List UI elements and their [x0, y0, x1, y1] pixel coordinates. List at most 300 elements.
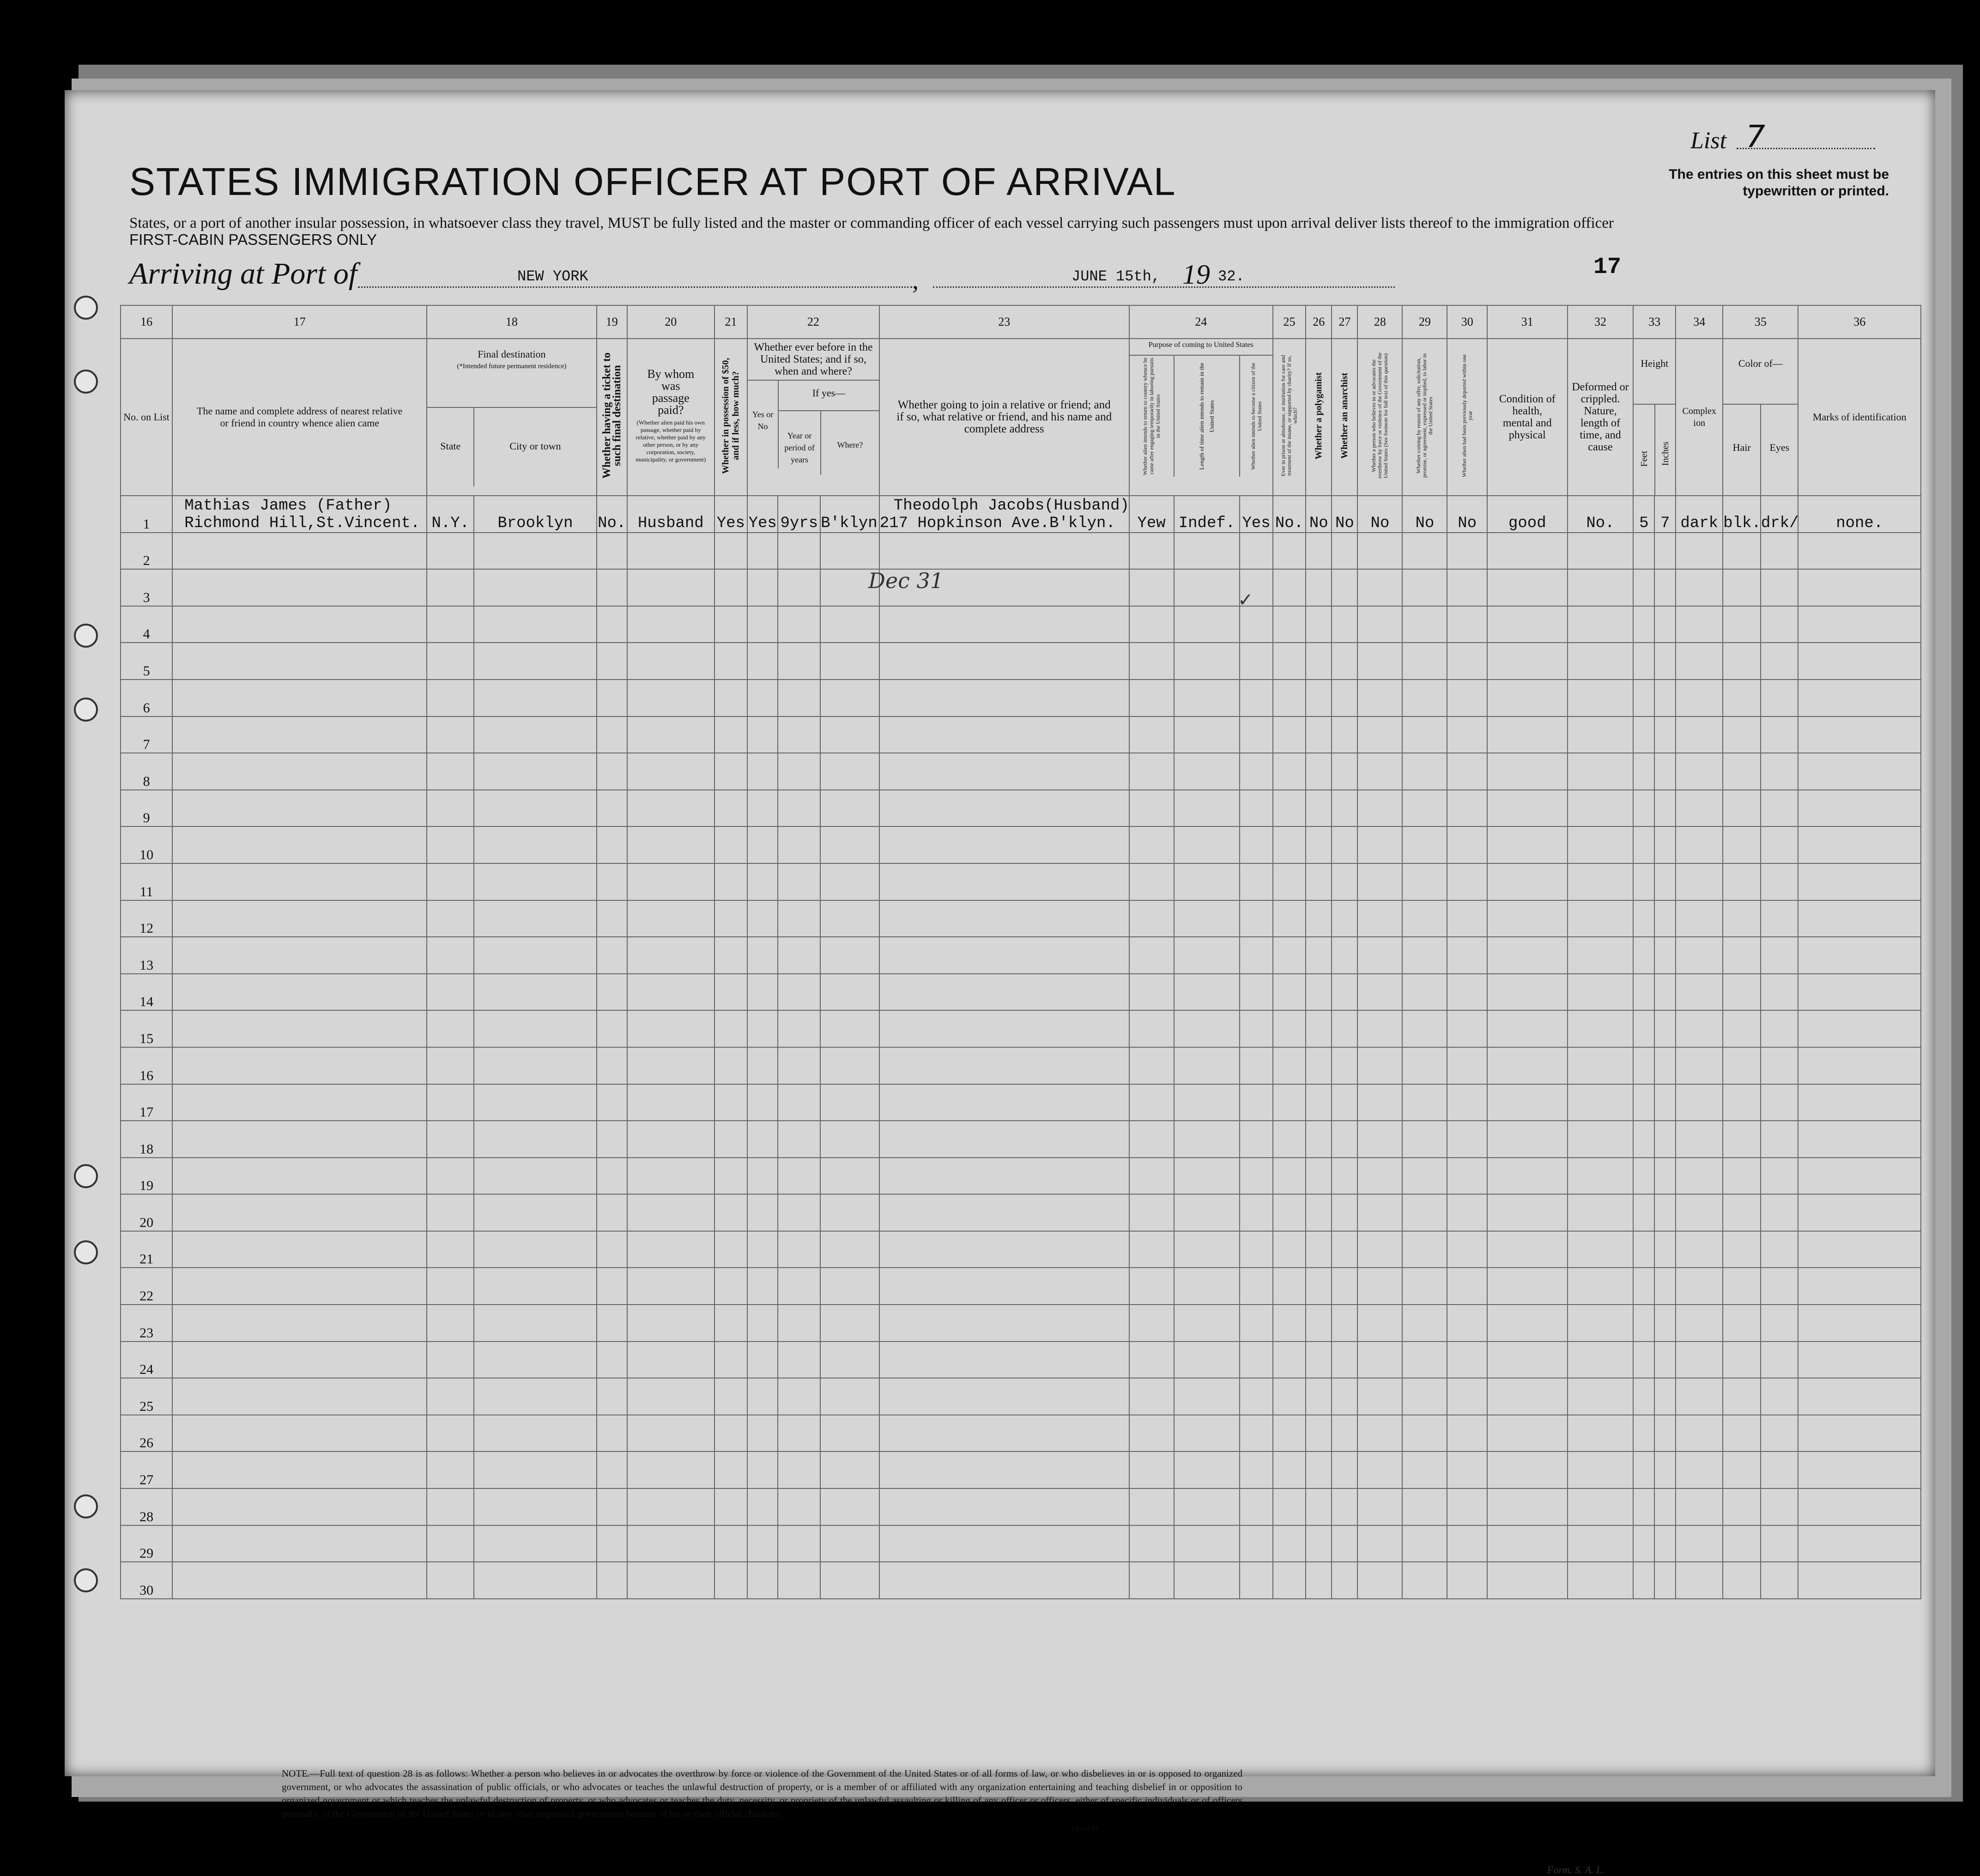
cell-possession: Yes [714, 496, 747, 533]
table-row [121, 826, 1921, 863]
cell-where [820, 900, 879, 937]
cell-relative [172, 1231, 427, 1268]
purpose-return-label: Whether alien intends to return to country whence he came after engaging temporarily in laboring pursuits in the United States [1142, 357, 1162, 475]
cell-hair-eyes [1723, 790, 1761, 827]
cell-ticket [597, 900, 627, 937]
cell-anarchist [1332, 1378, 1357, 1415]
cell-where [820, 1047, 879, 1084]
cell-state [427, 716, 474, 753]
row-number: 23 [121, 1305, 172, 1342]
cell-years [778, 974, 820, 1011]
cell-before-yes [747, 974, 778, 1011]
cell-passage-paid [627, 716, 714, 753]
cell-join [879, 1342, 1129, 1378]
cell-ticket [597, 1488, 627, 1525]
cell-city [474, 1194, 596, 1231]
cell-join [879, 716, 1129, 753]
cell-deformed [1568, 1231, 1634, 1268]
cell-complexion [1676, 680, 1723, 716]
cell-q30 [1447, 1194, 1487, 1231]
header-before-in-us [747, 339, 879, 496]
list-number: 7 [1746, 119, 1765, 154]
cell-passage-paid [627, 680, 714, 716]
cell-where [820, 1158, 879, 1195]
cell-polygamist [1306, 1121, 1332, 1158]
cell-eyes [1761, 1084, 1798, 1121]
cell-return: Yew [1129, 496, 1174, 533]
header-anarchist [1332, 339, 1357, 496]
header-final-destination [427, 339, 596, 496]
cell-relative [172, 900, 427, 937]
cell-q29 [1402, 1562, 1447, 1599]
cell-return [1129, 1010, 1174, 1047]
col-num: 30 [1447, 305, 1487, 339]
cell-eyes [1761, 569, 1798, 606]
header-no-on-list: No. on List [121, 339, 172, 496]
cell-polygamist [1306, 1525, 1332, 1562]
cell-before-yes [747, 826, 778, 863]
cell-q29 [1402, 606, 1447, 643]
cell-passage-paid [627, 1047, 714, 1084]
cell-citizen [1240, 1194, 1272, 1231]
cell-q30 [1447, 974, 1487, 1011]
cell-health [1487, 1451, 1567, 1488]
cell-q29 [1402, 1378, 1447, 1415]
cell-before-yes [747, 1084, 778, 1121]
cell-city [474, 643, 596, 680]
comma: , [912, 266, 919, 295]
cell-state [427, 1268, 474, 1305]
cell-q30 [1447, 790, 1487, 827]
cell-length [1174, 1231, 1240, 1268]
cell-passage-paid [627, 569, 714, 606]
cell-state [427, 1562, 474, 1599]
cell-polygamist [1306, 753, 1332, 790]
cell-years [778, 1525, 820, 1562]
cell-marks [1798, 716, 1921, 753]
cell-anarchist [1332, 643, 1357, 680]
cell-possession [714, 1268, 747, 1305]
cell-polygamist [1306, 1194, 1332, 1231]
cell-return [1129, 753, 1174, 790]
cell-q30 [1447, 1010, 1487, 1047]
cell-anarchist [1332, 863, 1357, 900]
cell-relative [172, 643, 427, 680]
cell-q30 [1447, 680, 1487, 716]
column-header-row [121, 339, 1921, 496]
cell-prison [1273, 569, 1306, 606]
cell-passage-paid [627, 1305, 714, 1342]
cell-prison [1273, 1488, 1306, 1525]
cell-possession [714, 1342, 747, 1378]
cell-health: good [1487, 496, 1567, 533]
cell-q28 [1357, 1562, 1402, 1599]
cell-state [427, 790, 474, 827]
cell-feet [1633, 1415, 1654, 1452]
row-number: 14 [121, 974, 172, 1011]
cell-return [1129, 1378, 1174, 1415]
cell-hair-eyes [1723, 606, 1761, 643]
manifest-page [65, 90, 1935, 1876]
cell-polygamist [1306, 1268, 1332, 1305]
cell-complexion [1676, 1231, 1723, 1268]
cell-city: Brooklyn [474, 496, 596, 533]
cell-state [427, 863, 474, 900]
cell-relative [172, 496, 427, 533]
q29-label: Whether coming by reason of any offer, solicitation, promise, or agreement, expressed or implied, to labor in the United States [1415, 353, 1434, 478]
cell-state [427, 937, 474, 974]
cell-hair-eyes [1723, 863, 1761, 900]
cell-possession [714, 1047, 747, 1084]
cell-q28 [1357, 1305, 1402, 1342]
cell-complexion [1676, 1562, 1723, 1599]
cell-possession [714, 1194, 747, 1231]
cell-ticket [597, 1451, 627, 1488]
cell-q30 [1447, 1084, 1487, 1121]
cell-inches [1654, 1084, 1676, 1121]
cell-years: 9yrs [778, 496, 820, 533]
passage-paid-label: By whom was passage paid? [647, 367, 695, 417]
cell-hair-eyes [1723, 1084, 1761, 1121]
cell-complexion [1676, 863, 1723, 900]
cell-citizen [1240, 1378, 1272, 1415]
cell-citizen [1240, 1415, 1272, 1452]
cell-feet [1633, 863, 1654, 900]
cell-return [1129, 569, 1174, 606]
cell-join [879, 1451, 1129, 1488]
header-height [1633, 339, 1676, 496]
cell-passage-paid [627, 1451, 714, 1488]
cell-city [474, 1047, 596, 1084]
cell-length [1174, 1342, 1240, 1378]
prison-label: Ever in prison or almshouse, or institution for care and treatment of the insane, or supported by charity? If so, which? [1280, 355, 1299, 477]
purpose-citizen-label: Whether alien intends to become a citizen of the United States [1249, 363, 1263, 470]
cell-relative [172, 716, 427, 753]
cell-eyes [1761, 1451, 1798, 1488]
cell-q28 [1357, 606, 1402, 643]
cell-deformed [1568, 1342, 1634, 1378]
cell-return [1129, 1488, 1174, 1525]
cell-state [427, 1231, 474, 1268]
form-code: 14—430 [1072, 1825, 1097, 1833]
cell-q29 [1402, 1010, 1447, 1047]
cell-marks [1798, 1305, 1921, 1342]
cell-health [1487, 790, 1567, 827]
cell-inches [1654, 937, 1676, 974]
cell-complexion [1676, 533, 1723, 570]
table-row [121, 680, 1921, 716]
year-prefix: 19 [1182, 259, 1210, 290]
cell-anarchist [1332, 1268, 1357, 1305]
cell-hair-eyes [1723, 1305, 1761, 1342]
cell-complexion [1676, 1010, 1723, 1047]
cell-health [1487, 1158, 1567, 1195]
cell-passage-paid [627, 826, 714, 863]
header-q29 [1402, 339, 1447, 496]
cell-prison [1273, 1010, 1306, 1047]
cell-deformed [1568, 680, 1634, 716]
row-number: 17 [121, 1084, 172, 1121]
cell-complexion [1676, 1451, 1723, 1488]
cell-prison [1273, 643, 1306, 680]
row-number: 10 [121, 826, 172, 863]
cell-q30 [1447, 1562, 1487, 1599]
cell-return [1129, 1158, 1174, 1195]
cell-anarchist [1332, 716, 1357, 753]
cell-marks [1798, 1268, 1921, 1305]
cell-join [879, 496, 1129, 533]
cell-q29 [1402, 826, 1447, 863]
cell-city [474, 974, 596, 1011]
cell-feet [1633, 1268, 1654, 1305]
cell-hair-eyes [1723, 1121, 1761, 1158]
cell-where [820, 863, 879, 900]
cell-years [778, 1231, 820, 1268]
header-eyes: Eyes [1769, 442, 1790, 453]
header-inches [1655, 405, 1675, 495]
cell-prison [1273, 1378, 1306, 1415]
cell-ticket [597, 1415, 627, 1452]
cell-inches [1654, 1158, 1676, 1195]
cell-hair-eyes [1723, 937, 1761, 974]
cell-complexion [1676, 753, 1723, 790]
cell-where [820, 1562, 879, 1599]
cell-citizen [1240, 937, 1272, 974]
cell-q29 [1402, 533, 1447, 570]
cell-polygamist [1306, 1305, 1332, 1342]
arriving-label: Arriving at Port of [129, 257, 357, 291]
cell-anarchist [1332, 937, 1357, 974]
cell-possession [714, 716, 747, 753]
cell-before-yes [747, 680, 778, 716]
cell-relative [172, 1305, 427, 1342]
cell-where [820, 1121, 879, 1158]
cell-health [1487, 1305, 1567, 1342]
cell-citizen [1240, 1562, 1272, 1599]
cell-before-yes: Yes [747, 496, 778, 533]
cell-inches [1654, 1562, 1676, 1599]
col-num: 26 [1306, 305, 1332, 339]
cell-join [879, 790, 1129, 827]
cell-city [474, 1268, 596, 1305]
cell-years [778, 1194, 820, 1231]
cell-q28 [1357, 1047, 1402, 1084]
cell-prison [1273, 790, 1306, 827]
cell-city [474, 1415, 596, 1452]
cell-possession [714, 1562, 747, 1599]
cell-state [427, 1378, 474, 1415]
cell-years [778, 1342, 820, 1378]
cell-length [1174, 974, 1240, 1011]
header-deformed: Deformed or crippled. Nature, length of time, and cause [1568, 339, 1634, 496]
cell-polygamist [1306, 1158, 1332, 1195]
cell-feet [1633, 900, 1654, 937]
cell-marks [1798, 863, 1921, 900]
cell-q30 [1447, 826, 1487, 863]
cell-before-yes [747, 790, 778, 827]
cell-state [427, 1194, 474, 1231]
cell-years [778, 1415, 820, 1452]
cell-join [879, 1158, 1129, 1195]
cell-anarchist [1332, 1305, 1357, 1342]
cell-q29 [1402, 1121, 1447, 1158]
cell-city [474, 1562, 596, 1599]
cell-join [879, 680, 1129, 716]
cell-return [1129, 716, 1174, 753]
cell-health [1487, 1047, 1567, 1084]
cell-deformed [1568, 569, 1634, 606]
cell-health [1487, 1378, 1567, 1415]
cell-prison [1273, 1194, 1306, 1231]
cell-health [1487, 863, 1567, 900]
cell-citizen [1240, 1121, 1272, 1158]
cell-length [1174, 716, 1240, 753]
cell-relative [172, 1047, 427, 1084]
cell-marks [1798, 1231, 1921, 1268]
cell-city [474, 1158, 596, 1195]
table-row [121, 1084, 1921, 1121]
cell-polygamist [1306, 1342, 1332, 1378]
cell-q30 [1447, 606, 1487, 643]
cell-possession [714, 790, 747, 827]
cell-citizen [1240, 680, 1272, 716]
table-row [121, 606, 1921, 643]
cell-feet [1633, 606, 1654, 643]
cell-complexion [1676, 1121, 1723, 1158]
cell-prison [1273, 900, 1306, 937]
cell-citizen [1240, 1305, 1272, 1342]
cell-q29 [1402, 974, 1447, 1011]
final-destination-note: (*Intended future permanent residence) [457, 363, 567, 370]
cell-q29 [1402, 569, 1447, 606]
binder-hole [74, 1164, 98, 1188]
cell-q28: No [1357, 496, 1402, 533]
cell-complexion [1676, 1158, 1723, 1195]
cell-prison [1273, 826, 1306, 863]
cell-q28 [1357, 1010, 1402, 1047]
feet-label: Feet [1639, 451, 1649, 467]
col-num: 16 [121, 305, 172, 339]
cell-state [427, 1084, 474, 1121]
row-number: 15 [121, 1010, 172, 1047]
cell-relative [172, 863, 427, 900]
passenger-class: FIRST-CABIN PASSENGERS ONLY [129, 231, 377, 248]
cell-before-yes [747, 1488, 778, 1525]
cell-citizen [1240, 826, 1272, 863]
cell-years [778, 1488, 820, 1525]
row-number: 4 [121, 606, 172, 643]
cell-where [820, 1342, 879, 1378]
cell-feet [1633, 1121, 1654, 1158]
cell-ticket [597, 1231, 627, 1268]
cell-before-yes [747, 1415, 778, 1452]
cell-inches [1654, 1047, 1676, 1084]
col-num: 24 [1129, 305, 1273, 339]
cell-years [778, 716, 820, 753]
header-marks: Marks of identification [1798, 339, 1921, 496]
cell-health [1487, 937, 1567, 974]
cell-possession [714, 606, 747, 643]
table-row [121, 1121, 1921, 1158]
cell-possession [714, 900, 747, 937]
cell-length [1174, 1378, 1240, 1415]
cell-hair-eyes [1723, 716, 1761, 753]
cell-possession [714, 826, 747, 863]
cell-marks [1798, 643, 1921, 680]
cell-before-yes [747, 1305, 778, 1342]
cell-join [879, 1084, 1129, 1121]
cell-relative [172, 937, 427, 974]
passage-paid-note: (Whether alien paid his own passage, whether paid by relative, whether paid by any other person, or by any corporation, society, municipality, or government) [636, 419, 706, 463]
cell-polygamist [1306, 533, 1332, 570]
cell-hair-eyes [1723, 643, 1761, 680]
table-row [121, 1342, 1921, 1378]
cell-hair-eyes [1723, 1415, 1761, 1452]
cell-before-yes [747, 1158, 778, 1195]
cell-length [1174, 1158, 1240, 1195]
cell-where [820, 606, 879, 643]
cell-state [427, 1305, 474, 1342]
cell-hair-eyes [1723, 1378, 1761, 1415]
cell-inches [1654, 1305, 1676, 1342]
cell-state [427, 1342, 474, 1378]
table-row [121, 753, 1921, 790]
cell-eyes [1761, 643, 1798, 680]
cell-q28 [1357, 716, 1402, 753]
cell-citizen [1240, 1451, 1272, 1488]
header-state: State [427, 408, 474, 486]
cell-eyes [1761, 1378, 1798, 1415]
cell-years [778, 1047, 820, 1084]
cell-q28 [1357, 1488, 1402, 1525]
cell-anarchist [1332, 680, 1357, 716]
cell-q29 [1402, 1451, 1447, 1488]
cell-anarchist [1332, 569, 1357, 606]
cell-inches [1654, 1268, 1676, 1305]
cell-prison [1273, 753, 1306, 790]
cell-length [1174, 1194, 1240, 1231]
cell-feet [1633, 533, 1654, 570]
cell-state [427, 680, 474, 716]
row-number: 5 [121, 643, 172, 680]
cell-feet [1633, 1158, 1654, 1195]
cell-health [1487, 1488, 1567, 1525]
cell-feet [1633, 1525, 1654, 1562]
cell-citizen [1240, 753, 1272, 790]
join-address: 217 Hopkinson Ave.B'klyn. [879, 514, 1115, 532]
cell-return [1129, 790, 1174, 827]
cell-q28 [1357, 900, 1402, 937]
cell-q30 [1447, 1525, 1487, 1562]
cell-join [879, 1194, 1129, 1231]
cell-relative [172, 1268, 427, 1305]
cell-join [879, 863, 1129, 900]
header-purpose [1129, 339, 1273, 496]
cell-feet [1633, 937, 1654, 974]
page-title: STATES IMMIGRATION OFFICER AT PORT OF ARRIVAL [129, 160, 1176, 203]
cell-state [427, 1158, 474, 1195]
height-label: Height [1634, 339, 1675, 405]
cell-prison [1273, 1121, 1306, 1158]
cell-years [778, 937, 820, 974]
cell-years [778, 1378, 820, 1415]
cell-polygamist [1306, 1231, 1332, 1268]
cell-relative [172, 974, 427, 1011]
header-join-relative: Whether going to join a relative or friend; and if so, what relative or friend, and his name and complete address [879, 339, 1129, 496]
cell-ticket [597, 1525, 627, 1562]
cell-marks [1798, 790, 1921, 827]
cell-city [474, 863, 596, 900]
